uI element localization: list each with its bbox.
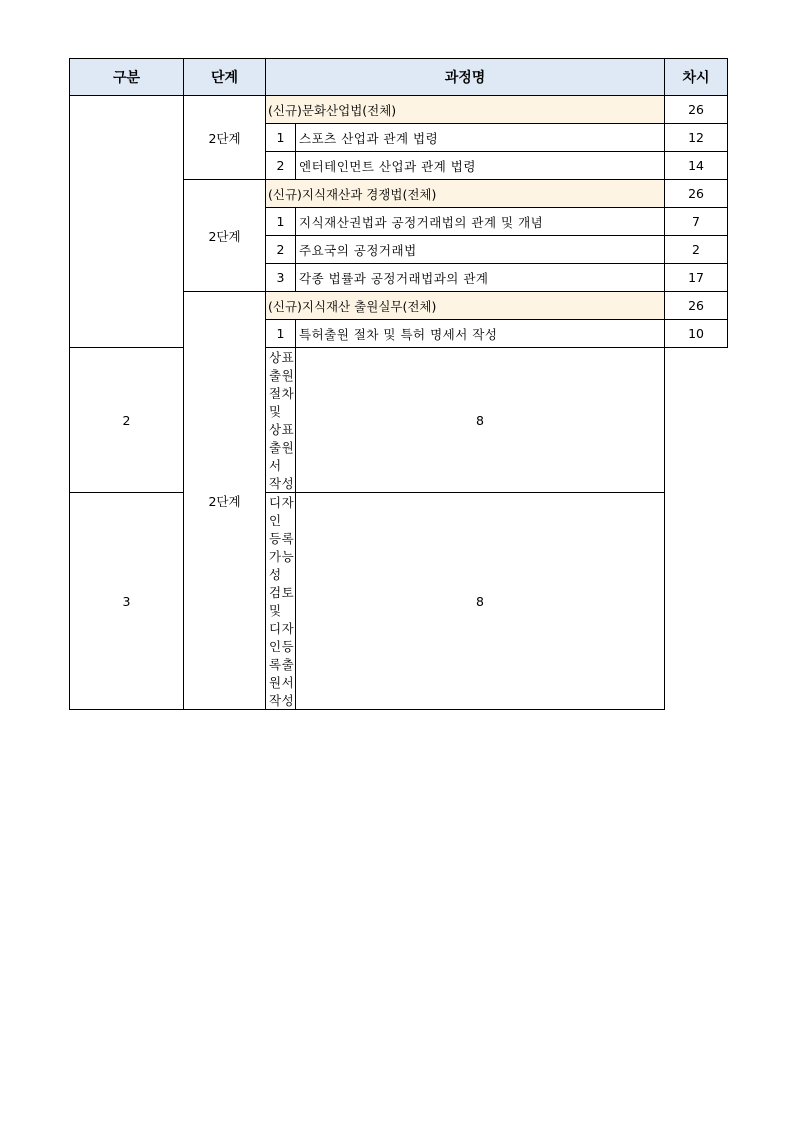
- item-sessions: 8: [296, 493, 665, 710]
- item-number: 2: [70, 348, 184, 493]
- item-number: 1: [266, 124, 296, 152]
- header-stage: 단계: [184, 59, 266, 96]
- stage-cell: 2단계: [184, 292, 266, 710]
- item-name: 주요국의 공정거래법: [296, 236, 665, 264]
- table-row: [70, 493, 728, 710]
- header-row: [70, 59, 728, 96]
- item-sessions: 8: [296, 348, 665, 493]
- table-row: [70, 348, 728, 493]
- category-cell: [70, 96, 184, 348]
- course-title-row: [70, 96, 728, 124]
- item-name: 상표출원 절차 및 상표 출원서 작성: [266, 348, 296, 493]
- item-name: 특허출원 절차 및 특허 명세서 작성: [296, 320, 665, 348]
- header-category: 구분: [70, 59, 184, 96]
- item-name: 스포츠 산업과 관계 법령: [296, 124, 665, 152]
- item-sessions: 2: [665, 236, 728, 264]
- stage-cell: 2단계: [184, 180, 266, 292]
- item-name: 지식재산권법과 공정거래법의 관계 및 개념: [296, 208, 665, 236]
- item-name: 각종 법률과 공정거래법과의 관계: [296, 264, 665, 292]
- stage-cell: 2단계: [184, 96, 266, 180]
- item-sessions: 14: [665, 152, 728, 180]
- item-sessions: 12: [665, 124, 728, 152]
- course-title: (신규)문화산업법(전체): [266, 96, 665, 124]
- item-number: 2: [266, 236, 296, 264]
- course-title-sessions: 26: [665, 292, 728, 320]
- item-number: 1: [266, 320, 296, 348]
- item-number: 1: [266, 208, 296, 236]
- item-number: 3: [266, 264, 296, 292]
- item-number: 2: [266, 152, 296, 180]
- course-title-sessions: 26: [665, 96, 728, 124]
- item-sessions: 17: [665, 264, 728, 292]
- course-title: (신규)지식재산 출원실무(전체): [266, 292, 665, 320]
- course-title: (신규)지식재산과 경쟁법(전체): [266, 180, 665, 208]
- item-sessions: 10: [665, 320, 728, 348]
- item-sessions: 7: [665, 208, 728, 236]
- header-sessions: 차시: [665, 59, 728, 96]
- item-name: 엔터테인먼트 산업과 관계 법령: [296, 152, 665, 180]
- header-course: 과정명: [266, 59, 665, 96]
- course-title-sessions: 26: [665, 180, 728, 208]
- item-number: 3: [70, 493, 184, 710]
- item-name: 디자인 등록가능성 검토 및 디자인등록출원서 작성: [266, 493, 296, 710]
- course-table: [69, 58, 728, 710]
